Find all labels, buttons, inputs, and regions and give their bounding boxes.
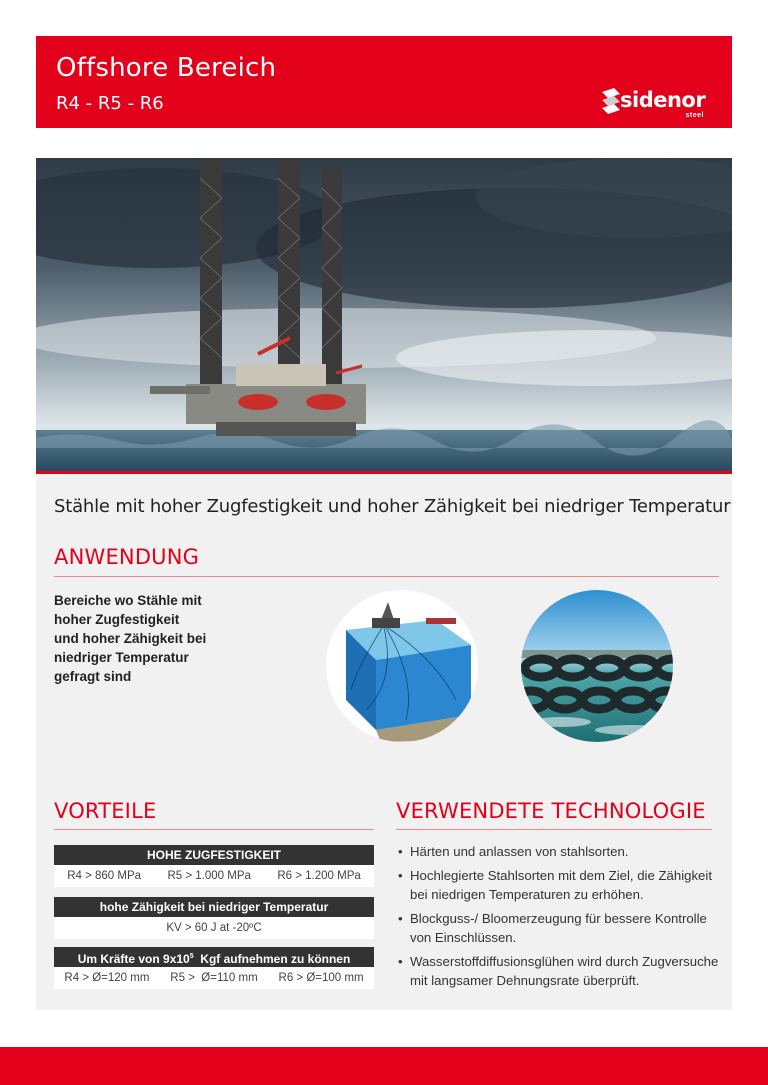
table-cell: KV > 60 J at -20ºC <box>166 922 262 934</box>
hero-offshore-rig-image <box>36 158 732 473</box>
table-row <box>54 917 374 939</box>
logo-subtext: steel <box>685 112 704 119</box>
tagline: Stähle mit hoher Zugfestigkeit und hoher Zähigkeit bei niedriger Temperatur <box>54 496 731 517</box>
table-header-main: Um Kräfte von 9x10 <box>77 952 190 966</box>
table-header-sup: 5 <box>189 953 194 960</box>
anwendung-line: hoher Zugfestigkeit <box>54 612 180 627</box>
technologie-divider <box>396 829 712 830</box>
anwendung-title: ANWENDUNG <box>54 545 200 569</box>
table-cell: R4 > Ø=120 mm <box>64 972 150 984</box>
list-item: • Blockguss-/ Bloomerzeugung für bessere Kontrolle von Einschlüssen. <box>398 909 728 947</box>
sidenor-logo <box>600 86 708 122</box>
sidenor-logo-icon <box>600 88 622 116</box>
anchor-chain-image <box>521 590 673 742</box>
table-zaehigkeit <box>54 897 374 939</box>
subsea-mooring-image <box>326 590 478 742</box>
table-header: HOHE ZUGFESTIGKEIT <box>54 845 374 865</box>
table-kraefte <box>54 947 374 989</box>
technologie-list <box>398 842 728 995</box>
page-title: Offshore Bereich <box>56 53 277 83</box>
table-header <box>54 947 374 967</box>
table-header-rest: Kgf aufnehmen zu können <box>193 952 351 966</box>
logo-text: sidenor <box>620 88 706 112</box>
footer-bar <box>0 1047 768 1085</box>
technologie-title: VERWENDETE TECHNOLOGIE <box>396 799 706 823</box>
anwendung-divider <box>54 576 719 577</box>
table-cell: R5 > 1.000 MPa <box>167 870 251 882</box>
vorteile-divider <box>54 829 374 830</box>
table-row <box>54 865 374 887</box>
vorteile-title: VORTEILE <box>54 799 157 823</box>
anwendung-line: niedriger Temperatur <box>54 650 189 665</box>
list-item: • Wasserstoffdiffusionsglühen wird durch Zugversuche mit langsamer Dehnungsrate überprüft. <box>398 952 728 990</box>
list-item: • Hochlegierte Stahlsorten mit dem Ziel, die Zähigkeit bei niedrigen Temperaturen zu erhöhen. <box>398 866 728 904</box>
table-cell: R6 > 1.200 MPa <box>277 870 361 882</box>
table-row <box>54 967 374 989</box>
list-item: • Härten und anlassen von stahlsorten. <box>398 842 728 861</box>
page-subtitle: R4 - R5 - R6 <box>56 93 164 114</box>
hero-divider <box>36 471 732 474</box>
header-banner <box>36 36 732 128</box>
table-cell: R5 > Ø=110 mm <box>170 972 258 984</box>
content-panel <box>36 158 732 1010</box>
anwendung-line: gefragt sind <box>54 669 132 684</box>
table-cell: R6 > Ø=100 mm <box>278 972 364 984</box>
anwendung-line: Bereiche wo Stähle mit <box>54 593 202 608</box>
table-zugfestigkeit <box>54 845 374 887</box>
anwendung-line: und hoher Zähigkeit bei <box>54 631 207 646</box>
table-cell: R4 > 860 MPa <box>67 870 142 882</box>
table-header: hohe Zähigkeit bei niedriger Temperatur <box>54 897 374 917</box>
anwendung-text <box>54 591 254 686</box>
